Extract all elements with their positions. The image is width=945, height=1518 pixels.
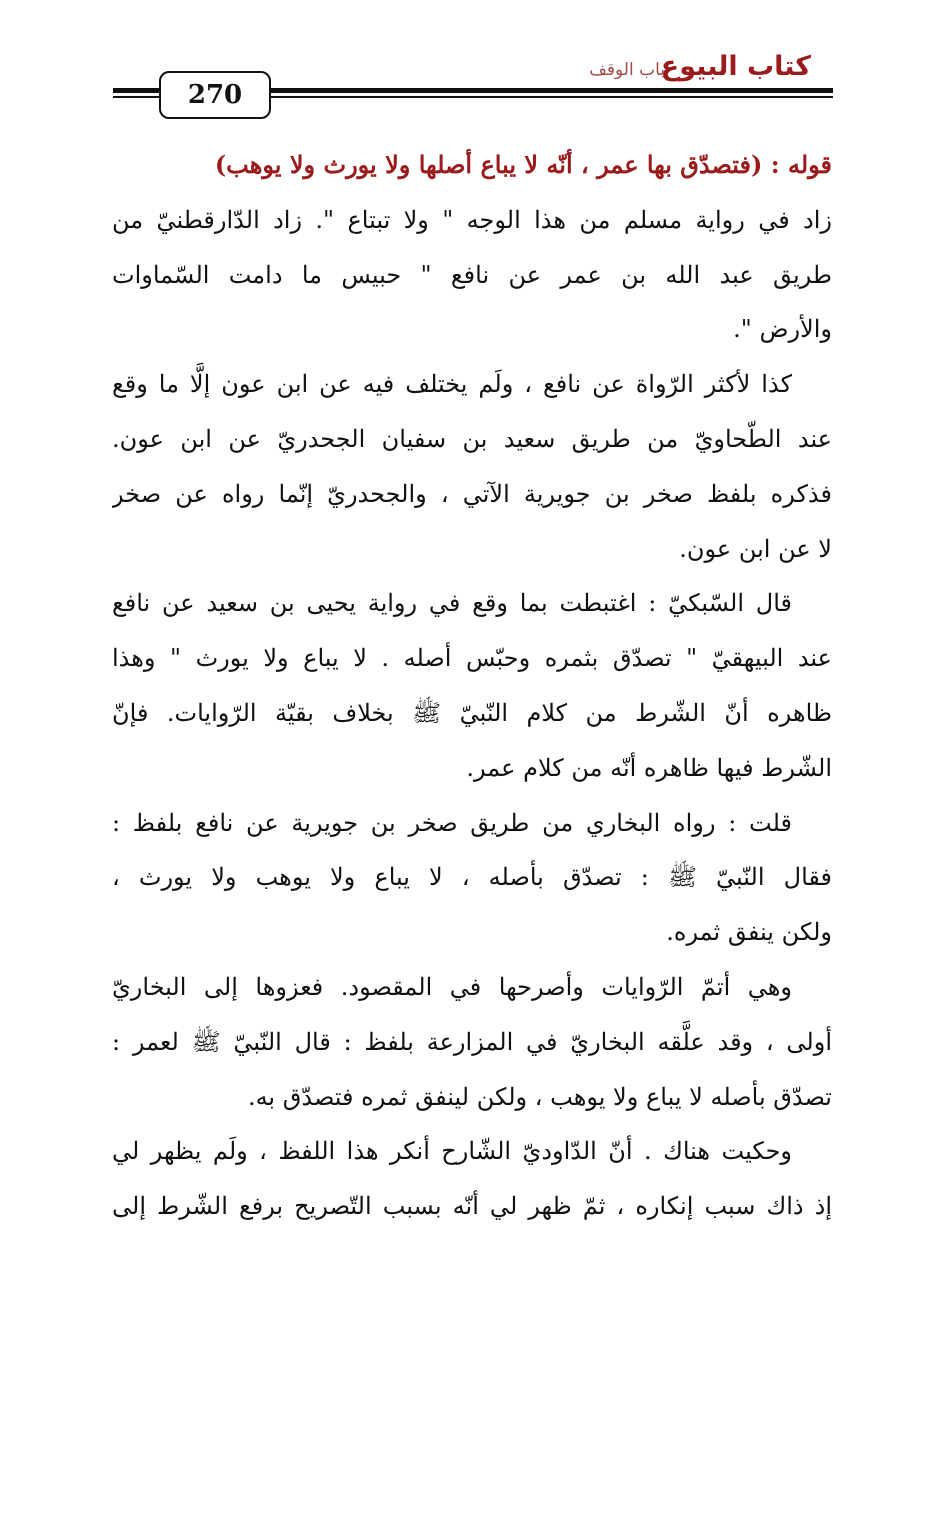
text-line: لا عن ابن عون. xyxy=(679,534,832,563)
text-line: تصدّق بأصله لا يباع ولا يوهب ، ولكن لينفق ثمره فتصدّق به. xyxy=(247,1082,832,1111)
book-title: كتاب البيوع xyxy=(660,51,811,82)
text-line: قلت : رواه البخاري من طريق صخر بن جويرية عن نافع بلفظ : xyxy=(112,808,792,837)
text-line: وهي أتمّ الرّوايات وأصرحها في المقصود. فعزوها إلى البخاريّ xyxy=(112,972,792,1001)
page-body xyxy=(112,138,832,1234)
text-line: زاد في رواية مسلم من هذا الوجه " ولا تبتاع ". زاد الدّارقطنيّ من xyxy=(112,205,832,234)
section-heading: قوله : (فتصدّق بها عمر ، أنّه لا يباع أصلها ولا يورث ولا يوهب) xyxy=(214,150,832,179)
text-line: أولى ، وقد علَّقه البخاريّ في المزارعة بلفظ : قال النّبيّ ﷺ لعمر : xyxy=(112,1027,832,1056)
page-number: 270 xyxy=(159,71,271,119)
text-line: فذكره بلفظ صخر بن جويرية الآتي ، والجحدريّ إنّما رواه عن صخر xyxy=(112,479,832,508)
text-line: الشّرط فيها ظاهره أنّه من كلام عمر. xyxy=(466,753,832,782)
text-line: وحكيت هناك . أنّ الدّاوديّ الشّارح أنكر هذا اللفظ ، ولَم يظهر لي xyxy=(112,1137,792,1166)
text-line: عند الطّحاويّ من طريق سعيد بن سفيان الجحدريّ عن ابن عون. xyxy=(112,424,832,453)
text-line: والأرض ". xyxy=(733,315,832,344)
text-line: فقال النّبيّ ﷺ : تصدّق بأصله ، لا يباع ولا يوهب ولا يورث ، xyxy=(112,863,832,892)
text-line: عند البيهقيّ " تصدّق بثمره وحبّس أصله . لا يباع ولا يورث " وهذا xyxy=(112,644,832,673)
text-line: إذ ذاك سبب إنكاره ، ثمّ ظهر لي أنّه بسبب التّصريح برفع الشّرط إلى xyxy=(112,1192,832,1221)
text-line: طريق عبد الله بن عمر عن نافع " حبيس ما دامت السّماوات xyxy=(112,260,832,289)
text-line: ظاهره أنّ الشّرط من كلام النّبيّ ﷺ بخلاف بقيّة الرّوايات. فإنّ xyxy=(112,698,832,727)
page-header xyxy=(113,50,833,120)
text-line: كذا لأكثر الرّواة عن نافع ، ولَم يختلف فيه عن ابن عون إلَّا ما وقع xyxy=(112,370,792,399)
text-line: قال السّبكيّ : اغتبطت بما وقع في رواية يحيى بن سعيد عن نافع xyxy=(112,589,792,618)
chapter-title: باب الوقف xyxy=(589,60,665,80)
text-line: ولكن ينفق ثمره. xyxy=(666,918,832,947)
